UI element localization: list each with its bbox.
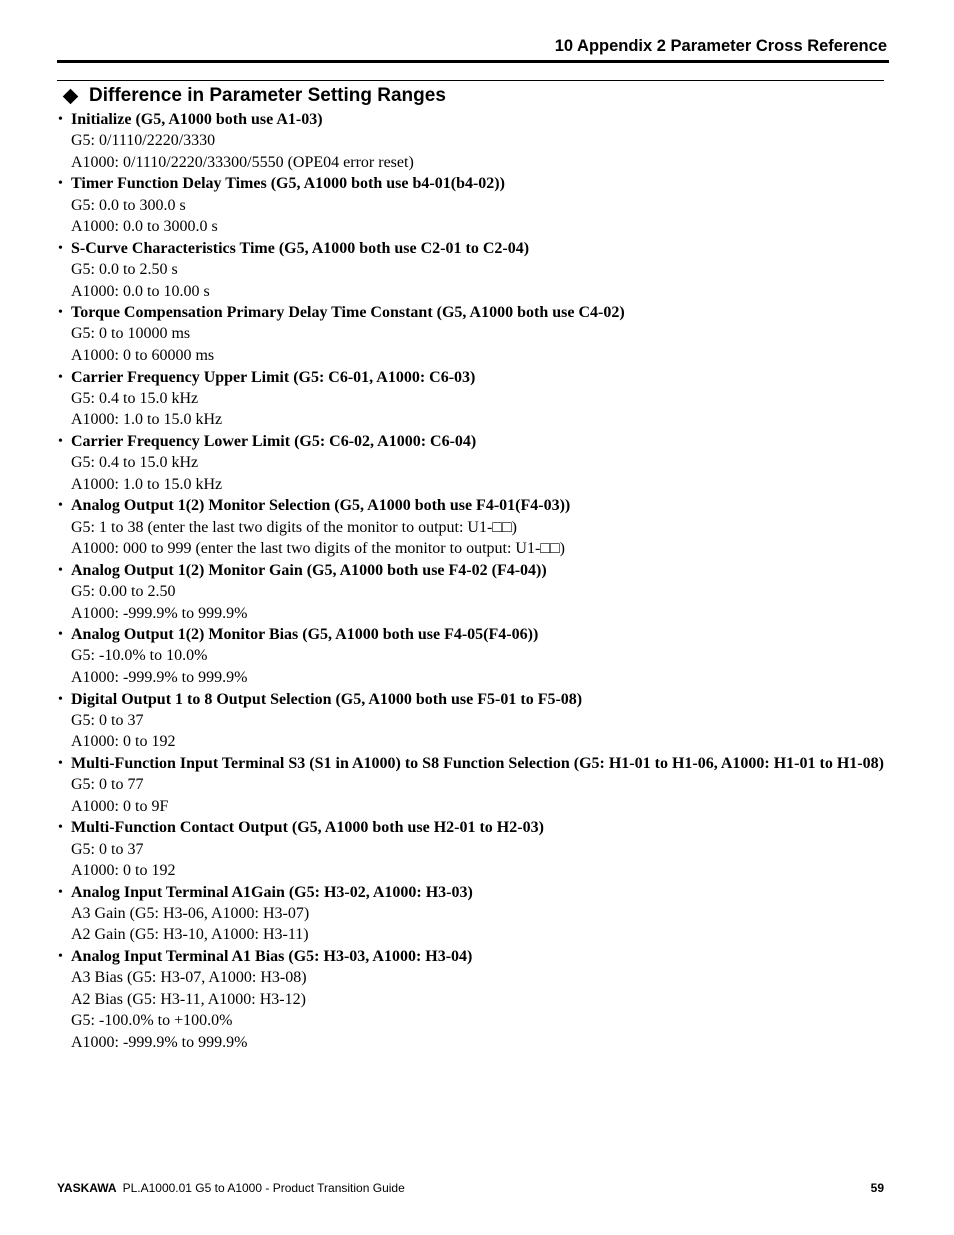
- parameter-range-line: G5: 0.0 to 300.0 s: [71, 196, 186, 214]
- parameter-range-line: A1000: 0 to 9F: [71, 797, 169, 815]
- parameter-range-line: A1000: 0.0 to 10.00 s: [71, 282, 210, 300]
- bullet-icon: •: [58, 176, 63, 192]
- parameter-item-title: Multi-Function Input Terminal S3 (S1 in A1000) to S8 Function Selection (G5: H1-01 to H1-06, A1000: H1-01 to H1-08): [71, 754, 884, 772]
- parameter-item-heading: [58, 367, 889, 388]
- parameter-item-title: Multi-Function Contact Output (G5, A1000 both use H2-01 to H2-03): [71, 819, 544, 837]
- parameter-item-heading: [58, 495, 889, 516]
- parameter-range-line: A2 Bias (G5: H3-11, A1000: H3-12): [71, 990, 306, 1008]
- parameter-item-title: Initialize (G5, A1000 both use A1-03): [71, 111, 323, 128]
- page-number: 59: [870, 1181, 884, 1195]
- parameter-item-title: Torque Compensation Primary Delay Time Constant (G5, A1000 both use C4-02): [71, 304, 625, 322]
- parameter-item-heading: [58, 560, 889, 581]
- bullet-icon: •: [58, 240, 63, 256]
- parameter-item-heading: [58, 109, 889, 130]
- parameter-range-line: G5: 0/1110/2220/3330: [71, 132, 216, 150]
- parameter-item-title: S-Curve Characteristics Time (G5, A1000 both use C2-01 to C2-04): [71, 239, 530, 257]
- parameter-item-title: Analog Input Terminal A1 Bias (G5: H3-03, A1000: H3-04): [71, 948, 473, 966]
- parameter-range-line: A1000: 000 to 999 (enter the last two digits of the monitor to output: U1-□□): [71, 540, 565, 558]
- footer-doc-title: PL.A1000.01 G5 to A1000 - Product Transition Guide: [122, 1181, 405, 1195]
- parameter-range-line: G5: -100.0% to +100.0%: [71, 1012, 233, 1030]
- running-header: 10 Appendix 2 Parameter Cross Reference: [554, 37, 887, 55]
- footer-brand: YASKAWA: [57, 1181, 117, 1195]
- parameter-item-title: Analog Output 1(2) Monitor Gain (G5, A1000 both use F4-02 (F4-04)): [71, 561, 547, 579]
- section-rule: [57, 80, 884, 81]
- parameter-range-line: A2 Gain (G5: H3-10, A1000: H3-11): [71, 926, 309, 944]
- parameter-range-line: A1000: -999.9% to 999.9%: [71, 668, 248, 686]
- parameter-item-heading: [58, 173, 889, 194]
- parameter-range-line: A3 Gain (G5: H3-06, A1000: H3-07): [71, 904, 310, 922]
- parameter-range-line: A1000: 1.0 to 15.0 kHz: [71, 475, 223, 493]
- parameter-range-line: G5: 0 to 37: [71, 840, 144, 858]
- bullet-icon: •: [58, 755, 63, 771]
- bullet-icon: •: [58, 627, 63, 643]
- bullet-icon: •: [58, 305, 63, 321]
- parameter-range-line: A1000: 0.0 to 3000.0 s: [71, 218, 218, 236]
- parameter-range-line: G5: 1 to 38 (enter the last two digits of the monitor to output: U1-□□): [71, 518, 517, 536]
- parameter-item-title: Timer Function Delay Times (G5, A1000 both use b4-01(b4-02)): [71, 175, 505, 193]
- parameter-range-line: A1000: 0 to 60000 ms: [71, 346, 215, 364]
- parameter-item-heading: [58, 946, 889, 967]
- parameter-item-title: Analog Input Terminal A1Gain (G5: H3-02, A1000: H3-03): [71, 883, 473, 901]
- footer-left: [57, 1181, 405, 1195]
- bullet-icon: •: [58, 433, 63, 449]
- bullet-icon: •: [58, 498, 63, 514]
- parameter-item-title: Analog Output 1(2) Monitor Bias (G5, A1000 both use F4-05(F4-06)): [71, 626, 539, 644]
- parameter-range-line: A1000: -999.9% to 999.9%: [71, 604, 248, 622]
- section-heading: [62, 84, 446, 108]
- parameter-range-line: G5: 0 to 10000 ms: [71, 325, 191, 343]
- bullet-icon: •: [58, 820, 63, 836]
- parameter-range-line: G5: 0.4 to 15.0 kHz: [71, 454, 199, 472]
- header-rule: [57, 60, 889, 63]
- diamond-icon: [63, 88, 79, 104]
- parameter-range-line: A1000: 0 to 192: [71, 862, 176, 880]
- parameter-range-line: G5: 0 to 77: [71, 776, 144, 794]
- parameter-range-line: G5: 0.4 to 15.0 kHz: [71, 389, 199, 407]
- parameter-range-line: A1000: 0/1110/2220/33300/5550 (OPE04 error reset): [71, 153, 414, 171]
- parameter-item-title: Carrier Frequency Upper Limit (G5: C6-01, A1000: C6-03): [71, 368, 476, 386]
- parameter-item-title: Digital Output 1 to 8 Output Selection (G5, A1000 both use F5-01 to F5-08): [71, 690, 583, 708]
- bullet-icon: •: [58, 369, 63, 385]
- section-title: Difference in Parameter Setting Ranges: [89, 85, 446, 106]
- bullet-icon: •: [58, 562, 63, 578]
- bullet-icon: •: [58, 949, 63, 965]
- parameter-item-title: Carrier Frequency Lower Limit (G5: C6-02, A1000: C6-04): [71, 432, 477, 450]
- bullet-icon: •: [58, 691, 63, 707]
- page-footer: [57, 1181, 884, 1195]
- parameter-range-line: G5: -10.0% to 10.0%: [71, 647, 208, 665]
- parameter-range-line: A1000: -999.9% to 999.9%: [71, 1034, 248, 1052]
- parameter-range-line: A1000: 1.0 to 15.0 kHz: [71, 411, 223, 429]
- parameter-range-line: G5: 0 to 37: [71, 711, 144, 729]
- parameter-range-line: A3 Bias (G5: H3-07, A1000: H3-08): [71, 969, 307, 987]
- parameter-item-heading: [58, 882, 889, 903]
- parameter-item-heading: [58, 431, 889, 452]
- parameter-item-heading: [58, 624, 889, 645]
- parameter-list: [0, 109, 954, 1054]
- parameter-item-heading: [58, 238, 889, 259]
- parameter-item-heading: [58, 753, 889, 774]
- parameter-item-heading: [58, 817, 889, 838]
- bullet-icon: •: [58, 112, 63, 127]
- parameter-range-line: G5: 0.00 to 2.50: [71, 582, 176, 600]
- parameter-range-line: G5: 0.0 to 2.50 s: [71, 260, 178, 278]
- parameter-item-heading: [58, 302, 889, 323]
- parameter-item-heading: [58, 689, 889, 710]
- parameter-item-title: Analog Output 1(2) Monitor Selection (G5, A1000 both use F4-01(F4-03)): [71, 497, 571, 515]
- parameter-range-line: A1000: 0 to 192: [71, 733, 176, 751]
- bullet-icon: •: [58, 884, 63, 900]
